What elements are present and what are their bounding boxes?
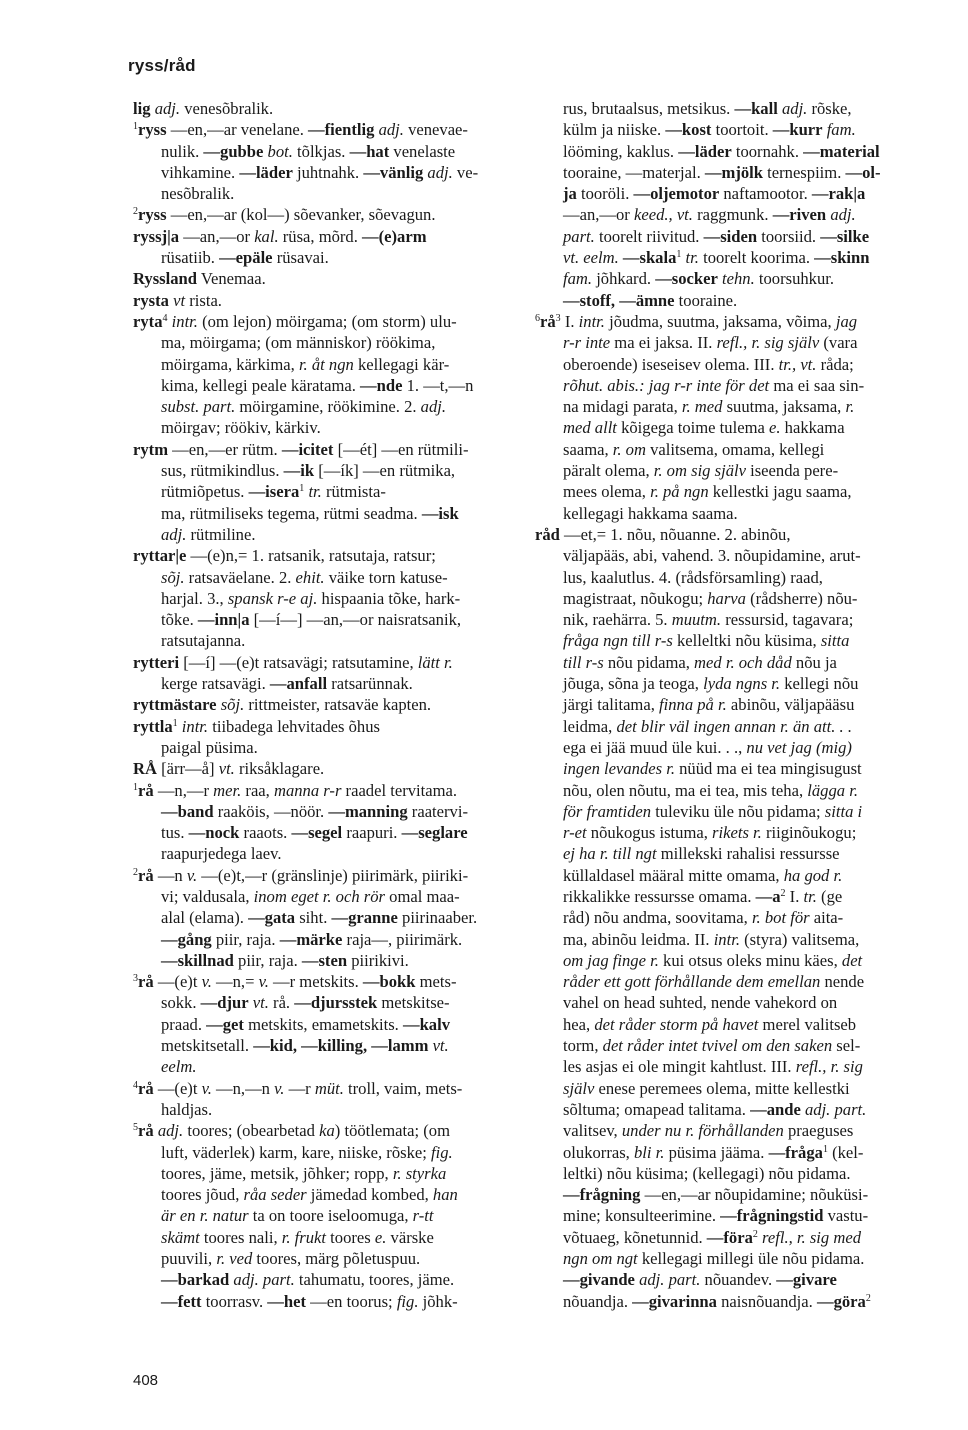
dict-line-left: toores, jäme, metsik, jõhker; ropp, r. styrka: [161, 1163, 447, 1183]
dict-line-left: —gång piir, raja. —märke raja—, piirimärk.: [161, 929, 463, 949]
dict-line-right: leidma, det blir väl ingen annan r. än att. . .: [563, 716, 852, 736]
dict-line-right: —givande adj. part. nõuandev. —givare: [563, 1270, 837, 1290]
dict-line-left: sõj. ratsaväelane. 2. ehit. väike torn katuse-: [161, 567, 448, 587]
dict-line-left: $^1$rå —n,—r mer. raa, manna r-r raadel tervitama.: [133, 780, 458, 800]
dict-line-right: med allt kõigega toime tulema e. hakkama: [563, 418, 845, 438]
dict-line-left: ryssj|a —an,—or kal. rüsa, mõrd. —(e)arm: [133, 226, 427, 246]
dict-line-right: vt. eelm. —skala$^1$ tr. toorelt koorima. —skinn: [563, 248, 870, 268]
dict-line-right: $^6rå^3$ I. intr. jõudma, suutma, jaksama, võima, jag: [535, 311, 858, 331]
dict-line-right: mees olema, r. på ngn kellestki jagu saama,: [563, 482, 852, 502]
dict-line-left: Ryssland Venemaa.: [133, 269, 266, 289]
dict-line-left: vi; valdusala, inom eget r. och rör omal maa-: [161, 886, 460, 906]
dict-line-left: $^5$rå adj. toores; (obearbetad ka) töötlemata; (om: [133, 1121, 450, 1141]
dict-line-right: olukorras, bli r. püsima jääma. —fråga$^1$ (kel-: [563, 1142, 864, 1162]
dict-line-left: $^1$ryss —en,—ar venelane. —fientlig adj. venevae-: [133, 120, 468, 140]
dict-line-right: nik, raehärra. 5. muutm. ressursid, tagavara;: [563, 610, 854, 630]
dict-line-left: är en r. natur ta on toore iseloomuga, r-tt: [161, 1206, 434, 1226]
dict-line-right: nõu, olen nõutu, ma ei tea, mis teha, lägga r.: [563, 780, 858, 800]
dict-line-right: till r-s nõu pidama, med r. och dåd nõu ja: [563, 652, 837, 672]
dict-line-right: valitsev, under nu r. förhållanden praeguses: [563, 1121, 854, 1141]
dict-line-left: rysta vt rista.: [133, 290, 222, 310]
dict-line-right: tooraine, —materjal. —mjölk ternespiim. —ol-: [563, 162, 881, 182]
dict-line-left: ryttla$^1$ intr. tiibadega lehvitades õhus: [133, 716, 380, 736]
dict-line-left: nulik. —gubbe bot. tõlkjas. —hat venelaste: [161, 141, 456, 161]
dict-line-right: jõuga, sõna ja teoga, lyda ngns r. kellegi nõu: [563, 674, 859, 694]
dict-line-left: raapurjedega laev.: [161, 844, 282, 864]
dict-line-right: lööming, kaklus. —läder toornahk. —material: [563, 141, 880, 161]
dict-line-left: rüsatiib. —epäle rüsavai.: [161, 248, 329, 268]
dict-line-left: skämt toores nali, r. frukt toores e. värske: [161, 1227, 434, 1247]
dict-line-right: —an,—or keed., vt. raggmunk. —riven adj.: [563, 205, 856, 225]
dict-line-right: rus, brutaalsus, metsikus. —kall adj. rõske,: [563, 99, 852, 118]
page-number: 408: [133, 1372, 159, 1389]
dict-line-left: rütmiõpetus. —isera$^1$ tr. rütmista-: [161, 482, 386, 502]
dict-line-left: $^3$rå —(e)t v. —n,= v. —r metskits. —bokk mets-: [133, 972, 457, 992]
dict-line-left: vihkamine. —läder juhtnahk. —vänlig adj. ve-: [161, 162, 479, 182]
dict-line-right: saama, r. om valitsema, omama, kellegi: [563, 439, 825, 459]
dict-line-left: rytm —en,—er rütm. —icitet [—ét] —en rütmili-: [133, 439, 469, 459]
dict-line-left: möirgav; röökiv, kärkiv.: [161, 418, 321, 438]
dict-line-right: rikkalikke ressursse omama. $—a^2$ I. tr. (ge: [563, 886, 843, 906]
right-column: [535, 98, 913, 1312]
dict-line-left: rytteri [—í] —(e)t ratsavägi; ratsutamine, lätt r.: [133, 652, 453, 672]
dict-line-left: luft, väderlek) karm, kare, niiske, rõske; fig.: [161, 1142, 453, 1162]
dict-line-left: kima, kellegi peale käratama. —nde 1. —t,—n: [161, 375, 474, 395]
dict-line-left: —skillnad piir, raja. —sten piirikivi.: [161, 950, 409, 970]
dict-line-right: ja tooröli. —oljemotor naftamootor. —rak|a: [563, 184, 866, 204]
dict-line-left: adj. rütmiline.: [161, 524, 256, 544]
dict-line-right: leltki) nõu küsima; (kellegagi) nõu pidama.: [563, 1163, 851, 1183]
dict-line-left: haldjas.: [161, 1099, 213, 1119]
dict-line-left: $^4$rå —(e)t v. —n,—n v. —r müt. troll, vaim, mets-: [133, 1078, 463, 1098]
dict-line-right: —stoff, —ämne tooraine.: [563, 290, 738, 310]
dict-line-right: võtuaeg, kõnetunnid. —föra$^2$ refl., r. sig med: [563, 1227, 861, 1247]
dict-line-left: tus. —nock raaots. —segel raapuri. —seglare: [161, 823, 468, 843]
dict-line-left: ryttar|e —(e)n,= 1. ratsanik, ratsutaja, ratsur;: [133, 546, 436, 566]
dict-line-right: råd —et,= 1. nõu, nõuanne. 2. abinõu,: [535, 524, 791, 544]
dict-line-left: lig adj. venesõbralik.: [133, 99, 274, 118]
dict-line-left: ratsutajanna.: [161, 631, 246, 651]
dict-line-left: tõke. —inn|a [—í—] —an,—or naisratsanik,: [161, 610, 462, 630]
dict-line-right: päralt olema, r. om sig själv iseenda pere-: [563, 461, 839, 481]
dict-line-left: —band raaköis, —nöör. —manning raatervi-: [161, 801, 468, 821]
dict-line-left: ryttmästare sõj. rittmeister, ratsaväe kapten.: [133, 695, 432, 715]
dict-line-right: råd) nõu andma, soovitama, r. bot för aita-: [563, 908, 844, 928]
dict-line-right: oberoende) iseseisev olema. III. tr., vt. råda;: [563, 354, 854, 374]
left-column: [133, 98, 509, 1312]
dict-line-left: subst. part. möirgamine, röökimine. 2. adj.: [161, 397, 447, 417]
dict-line-left: paigal püsima.: [161, 737, 258, 757]
dict-line-left: ma, möirgama; (om människor) röökima,: [161, 333, 436, 353]
dict-line-left: sus, rütmikindlus. —ik [—ík] —en rütmika,: [161, 461, 456, 481]
dict-line-left: alal (elama). —gata siht. —granne piirinaaber.: [161, 908, 478, 928]
dict-line-left: praad. —get metskits, emametskits. —kalv: [161, 1014, 450, 1034]
dict-line-left: $^2$ryss —en,—ar (kol—) sõevanker, sõevagun.: [133, 205, 436, 225]
dict-line-left: metskitsetall. —kid, —killing, —lamm vt.: [161, 1036, 449, 1056]
dict-line-left: sokk. —djur vt. rå. —djursstek metskitse-: [161, 993, 450, 1013]
dict-line-right: järgi talitama, finna på r. abinõu, väljapääsu: [563, 695, 855, 715]
dict-line-left: ryta$^4$ intr. (om lejon) möirgama; (om storm) ulu-: [133, 311, 457, 331]
dict-line-left: —barkad adj. part. tahumatu, toores, jäme.: [161, 1270, 455, 1290]
dict-line-right: fråga ngn till r-s kelleltki nõu küsima, sitta: [563, 631, 850, 651]
dict-line-left: —fett toorrasv. —het —en toorus; fig. jõhk-: [161, 1291, 458, 1311]
dict-line-right: külm ja niiske. —kost toortoit. —kurr fam.: [563, 120, 856, 140]
dict-line-right: küllaldasel määral mitte omama, ha god r.: [563, 865, 843, 885]
dict-line-right: torm, det råder intet tvivel om den saken sel-: [563, 1036, 861, 1056]
dict-line-right: själv enese peremees olema, mitte kellestki: [563, 1078, 850, 1098]
dict-line-right: rõhut. abis.: jag r-r inte för det ma ei saa sin-: [563, 375, 865, 395]
dict-line-right: väljapääs, abi, vahend. 3. nõupidamine, arut-: [563, 546, 861, 566]
dict-line-right: mine; konsulteerimine. —frågningstid vastu-: [563, 1206, 869, 1226]
dict-line-left: toores jõud, råa seder jämedad kombed, han: [161, 1185, 458, 1205]
dict-line-right: fam. jõhkard. —socker tehn. toorsuhkur.: [563, 269, 835, 289]
dict-line-left: eelm.: [161, 1057, 197, 1077]
dict-line-left: ma, rütmiliseks tegema, rütmi seadma. —isk: [161, 503, 459, 523]
dict-line-right: —frågning —en,—ar nõupidamine; nõuküsi-: [563, 1185, 869, 1205]
dict-line-left: nesõbralik.: [161, 184, 235, 204]
dict-line-left: $^2$rå —n v. —(e)t,—r (gränslinje) piirimärk, piiriki-: [133, 865, 469, 885]
dict-line-right: sõltuma; omapead talitama. —ande adj. part.: [563, 1099, 867, 1119]
dict-line-right: vahel on head suhted, nende vahekord on: [563, 993, 838, 1013]
dict-line-right: kellegagi hakkama saama.: [563, 503, 738, 523]
dict-line-right: ingen levandes r. nüüd ma ei tea mingisugust: [563, 759, 862, 779]
dict-line-left: RÅ [ärr—å] vt. riksåklagare.: [133, 759, 325, 779]
dict-line-right: ej ha r. till ngt millekski rahalisi ressursse: [563, 844, 840, 864]
dict-line-left: möirgama, kärkima, r. åt ngn kellegagi kär-: [161, 354, 450, 374]
dict-line-right: ngn om ngt kellegagi millegi üle nõu pidama.: [563, 1249, 865, 1269]
dict-line-right: hea, det råder storm på havet merel valitseb: [563, 1014, 857, 1034]
dict-line-right: ma, abinõu leidma. II. intr. (styra) valitsema,: [563, 929, 860, 949]
dict-line-right: les asjas ei ole mingit kahtlust. III. refl., r. sig: [563, 1057, 863, 1077]
dict-line-right: r-r inte ma ei jaksa. II. refl., r. sig själv (vara: [563, 333, 858, 353]
dict-line-right: lus, kaalutlus. 4. (rådsförsamling) raad,: [563, 567, 823, 587]
dict-line-left: harjal. 3., spansk r-e aj. hispaania tõke, hark-: [161, 588, 461, 608]
dict-line-right: ega ei jää muud üle kui. . ., nu vet jag (mig): [563, 737, 852, 757]
dict-line-left: kerge ratsavägi. —anfall ratsarünnak.: [161, 674, 413, 694]
dict-line-right: r-et nõukogus istuma, rikets r. riiginõukogu;: [563, 823, 857, 843]
dict-line-right: na midagi parata, r. med suutma, jaksama, r.: [563, 397, 855, 417]
dict-line-left: puuvili, r. ved toores, märg põletuspuu.: [161, 1249, 421, 1269]
dict-line-right: magistraat, nõukogu; harva (rådsherre) nõu-: [563, 588, 858, 608]
dict-line-right: om jag finge r. kui otsus oleks minu käes, det: [563, 950, 863, 970]
dict-line-right: råder ett gott förhållande dem emellan nende: [563, 972, 865, 992]
dict-line-right: för framtiden tuleviku üle nõu pidama; sitta i: [563, 801, 863, 821]
dict-line-right: nõuandja. —givarinna naisnõuandja. —göra$^2$: [563, 1291, 871, 1311]
dict-line-right: part. toorelt riivitud. —siden toorsiid. —silke: [563, 226, 870, 246]
running-head: ryss/råd: [128, 56, 196, 75]
